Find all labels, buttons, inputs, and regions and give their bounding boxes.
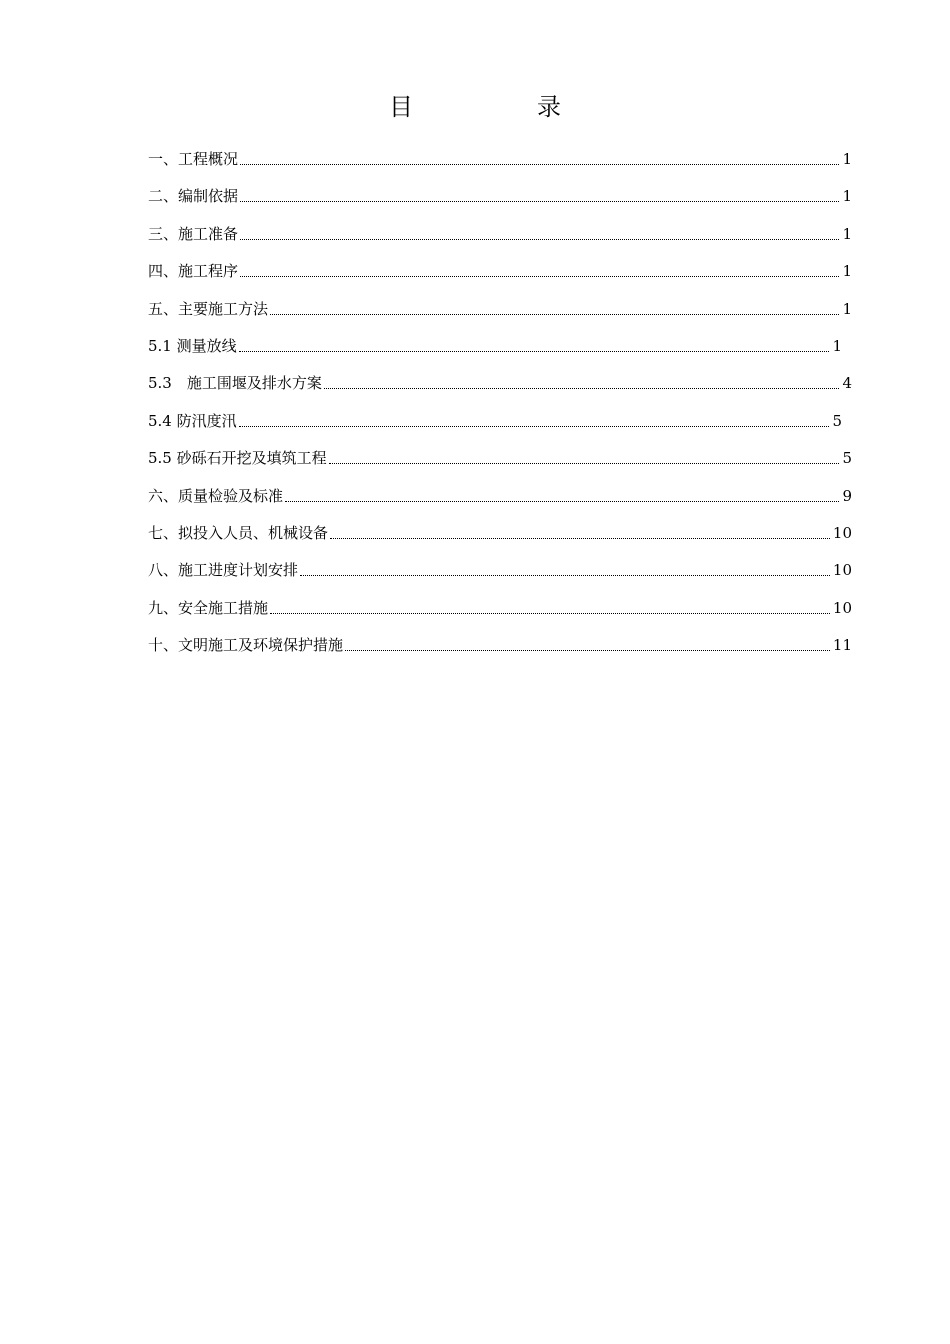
toc-entry-page: 5 bbox=[842, 449, 852, 468]
toc-entry-page: 1 bbox=[842, 224, 852, 243]
toc-entry-label: 七、拟投入人员、机械设备 bbox=[148, 523, 329, 542]
toc-entry-page: 1 bbox=[842, 187, 852, 206]
toc-entry-label: 四、施工程序 bbox=[148, 262, 239, 281]
toc-dot-leader bbox=[240, 260, 839, 277]
toc-dot-leader bbox=[270, 597, 830, 614]
toc-entry-label: 六、质量检验及标准 bbox=[148, 486, 284, 505]
toc-entry-page: 4 bbox=[842, 374, 852, 393]
toc-entry-page: 11 bbox=[832, 636, 852, 655]
toc-entry-label: 五、主要施工方法 bbox=[148, 299, 269, 318]
toc-entry-label: 5.4 防汛度汛 bbox=[148, 411, 237, 430]
toc-entry-label: 5.1 测量放线 bbox=[148, 336, 237, 355]
toc-entry-page: 10 bbox=[832, 561, 852, 580]
toc-dot-leader bbox=[239, 335, 830, 352]
toc-entry-page: 1 bbox=[842, 150, 852, 168]
toc-entry[interactable] bbox=[148, 634, 852, 671]
toc-entry-label: 二、编制依据 bbox=[148, 187, 239, 206]
toc-entry-page: 10 bbox=[832, 598, 852, 617]
toc-dot-leader bbox=[324, 372, 840, 389]
toc-entry-label: 十、文明施工及环境保护措施 bbox=[148, 636, 344, 655]
toc-dot-leader bbox=[329, 447, 840, 464]
toc-dot-leader bbox=[285, 485, 839, 502]
toc-dot-leader bbox=[240, 223, 839, 240]
toc-list bbox=[148, 148, 852, 671]
toc-dot-leader bbox=[240, 185, 839, 202]
toc-entry-label: 5.3 施工围堰及排水方案 bbox=[148, 374, 322, 393]
toc-entry[interactable] bbox=[148, 485, 852, 522]
toc-entry[interactable] bbox=[148, 522, 852, 559]
toc-entry[interactable] bbox=[148, 223, 852, 260]
toc-entry-page: 9 bbox=[842, 486, 852, 505]
toc-dot-leader bbox=[330, 522, 830, 539]
toc-title: 目 录 bbox=[389, 93, 611, 121]
toc-entry[interactable] bbox=[148, 148, 852, 185]
toc-entry-label: 九、安全施工措施 bbox=[148, 598, 269, 617]
toc-dot-leader bbox=[345, 634, 830, 651]
toc-entry[interactable] bbox=[148, 335, 842, 372]
toc-entry-label: 三、施工准备 bbox=[148, 224, 239, 243]
toc-entry-label: 八、施工进度计划安排 bbox=[148, 561, 299, 580]
toc-entry-label: 一、工程概况 bbox=[148, 150, 239, 168]
toc-dot-leader bbox=[270, 298, 839, 315]
toc-entry[interactable] bbox=[148, 410, 842, 447]
toc-dot-leader bbox=[300, 559, 830, 576]
toc-entry-page: 1 bbox=[842, 299, 852, 318]
toc-entry[interactable] bbox=[148, 185, 852, 222]
toc-dot-leader bbox=[240, 148, 839, 165]
toc-entry-page: 1 bbox=[832, 336, 842, 355]
toc-entry[interactable] bbox=[148, 260, 852, 297]
toc-entry-page: 10 bbox=[832, 523, 852, 542]
toc-entry[interactable] bbox=[148, 559, 852, 596]
toc-entry[interactable] bbox=[148, 447, 852, 484]
toc-entry[interactable] bbox=[148, 298, 852, 335]
toc-entry[interactable] bbox=[148, 372, 852, 409]
toc-entry-label: 5.5 砂砾石开挖及填筑工程 bbox=[148, 449, 327, 468]
toc-entry[interactable] bbox=[148, 597, 852, 634]
toc-entry-page: 1 bbox=[842, 262, 852, 281]
toc-dot-leader bbox=[239, 410, 830, 427]
toc-entry-page: 5 bbox=[832, 411, 842, 430]
